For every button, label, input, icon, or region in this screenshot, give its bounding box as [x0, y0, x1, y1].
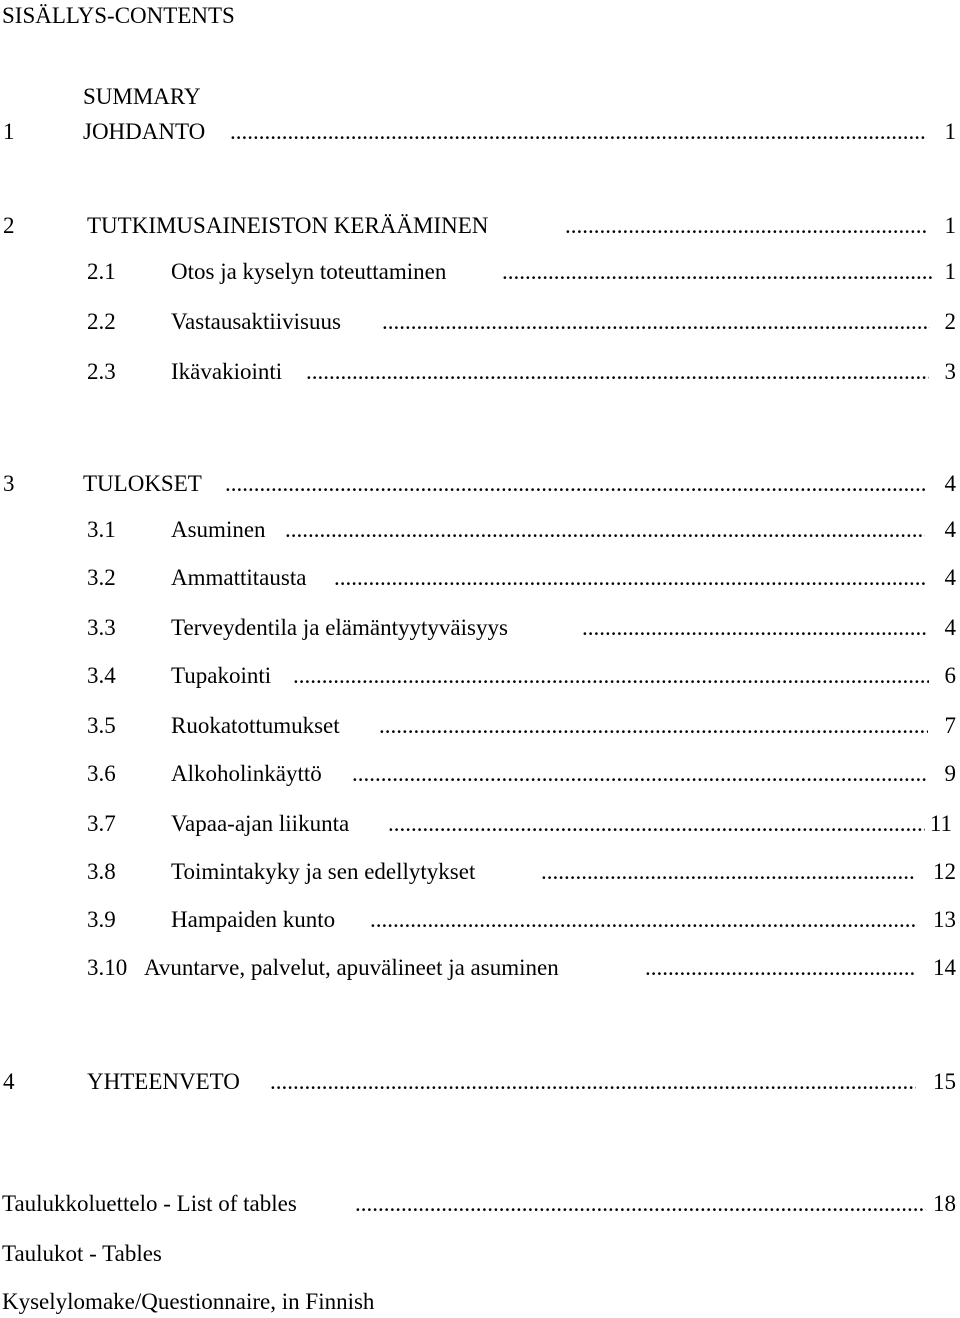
toc-entry-page: 4	[944, 615, 956, 640]
toc-leader-dots	[645, 954, 916, 982]
toc-entry-title: Vastausaktiivisuus	[171, 309, 341, 334]
toc-entry-number: 3.3	[87, 615, 116, 640]
toc-appendix-page: 18	[933, 1191, 956, 1216]
toc-entry-title: Otos ja kyselyn toteuttaminen	[171, 259, 447, 284]
toc-entry-page: 13	[933, 907, 956, 932]
toc-entry-number: 3.6	[87, 761, 116, 786]
toc-entry-number: 2.3	[87, 359, 116, 384]
toc-entry-page: 4	[944, 471, 956, 496]
toc-entry-number: 3	[3, 471, 15, 496]
toc-entry-number: 1	[3, 119, 15, 144]
toc-appendix-title: Taulukkoluettelo - List of tables	[2, 1191, 297, 1216]
toc-entry-page: 7	[944, 713, 956, 738]
toc-leader-dots	[565, 212, 928, 240]
toc-entry-page: 3	[944, 359, 956, 384]
toc-summary: SUMMARY	[83, 84, 201, 109]
toc-leader-dots	[270, 1068, 916, 1096]
toc-entry-title: Vapaa-ajan liikunta	[171, 811, 350, 836]
toc-entry-page: 4	[944, 565, 956, 590]
toc-leader-dots	[230, 118, 925, 146]
toc-entry-number: 3.10	[87, 955, 128, 980]
toc-entry-page: 1	[944, 119, 956, 144]
toc-entry-number: 3.9	[87, 907, 116, 932]
toc-entry-page: 9	[944, 761, 956, 786]
toc-entry-number: 3.5	[87, 713, 116, 738]
toc-leader-dots	[379, 712, 928, 740]
toc-entry-title: JOHDANTO	[83, 119, 206, 144]
toc-entry-title: Toimintakyky ja sen edellytykset	[171, 859, 476, 884]
toc-appendix-questionnaire[interactable]: Kyselylomake/Questionnaire, in Finnish	[2, 1289, 375, 1314]
toc-entry-title: Terveydentila ja elämäntyytyväisyys	[171, 615, 508, 640]
toc-entry-page: 12	[933, 859, 956, 884]
toc-entry-title: TUTKIMUSAINEISTON KERÄÄMINEN	[87, 213, 489, 238]
toc-entry-title: Alkoholinkäyttö	[171, 761, 322, 786]
toc-entry-page: 11	[929, 811, 952, 836]
toc-entry-number: 3.8	[87, 859, 116, 884]
toc-leader-dots	[541, 858, 916, 886]
toc-entry-title: Avuntarve, palvelut, apuvälineet ja asuminen	[144, 955, 559, 980]
toc-entry-title: Asuminen	[171, 517, 266, 542]
toc-leader-dots	[388, 810, 925, 838]
toc-leader-dots	[293, 662, 929, 690]
toc-entry-page: 1	[944, 213, 956, 238]
toc-entry-page: 2	[944, 309, 956, 334]
toc-entry-number: 2.1	[87, 259, 116, 284]
toc-entry-number: 2.2	[87, 309, 116, 334]
toc-heading: SISÄLLYS-CONTENTS	[2, 3, 235, 28]
toc-entry-number: 3.1	[87, 517, 116, 542]
toc-leader-dots	[285, 516, 925, 544]
toc-entry-number: 3.4	[87, 663, 116, 688]
toc-leader-dots	[502, 258, 934, 286]
toc-entry-page: 15	[933, 1069, 956, 1094]
toc-entry-title: Hampaiden kunto	[171, 907, 336, 932]
toc-leader-dots	[306, 358, 929, 386]
toc-entry-number: 4	[3, 1069, 15, 1094]
toc-leader-dots	[355, 1190, 926, 1218]
toc-appendix-tables[interactable]: Taulukot - Tables	[2, 1241, 162, 1266]
toc-leader-dots	[382, 308, 930, 336]
toc-entry-number: 3.2	[87, 565, 116, 590]
toc-leader-dots	[582, 614, 926, 642]
toc-entry-title: YHTEENVETO	[87, 1069, 240, 1094]
toc-entry-title: TULOKSET	[83, 471, 202, 496]
toc-entry-page: 1	[944, 259, 956, 284]
toc-entry-title: Ammattitausta	[171, 565, 307, 590]
toc-leader-dots	[225, 470, 925, 498]
toc-entry-page: 4	[944, 517, 956, 542]
toc-leader-dots	[334, 564, 926, 592]
toc-entry-page: 14	[933, 955, 956, 980]
toc-entry-page: 6	[944, 663, 956, 688]
toc-entry-number: 2	[3, 213, 15, 238]
toc-leader-dots	[370, 906, 916, 934]
toc-entry-title: Ruokatottumukset	[171, 713, 340, 738]
toc-entry-number: 3.7	[87, 811, 116, 836]
toc-entry-title: Tupakointi	[171, 663, 272, 688]
toc-entry-title: Ikävakiointi	[171, 359, 283, 384]
toc-leader-dots	[352, 760, 928, 788]
